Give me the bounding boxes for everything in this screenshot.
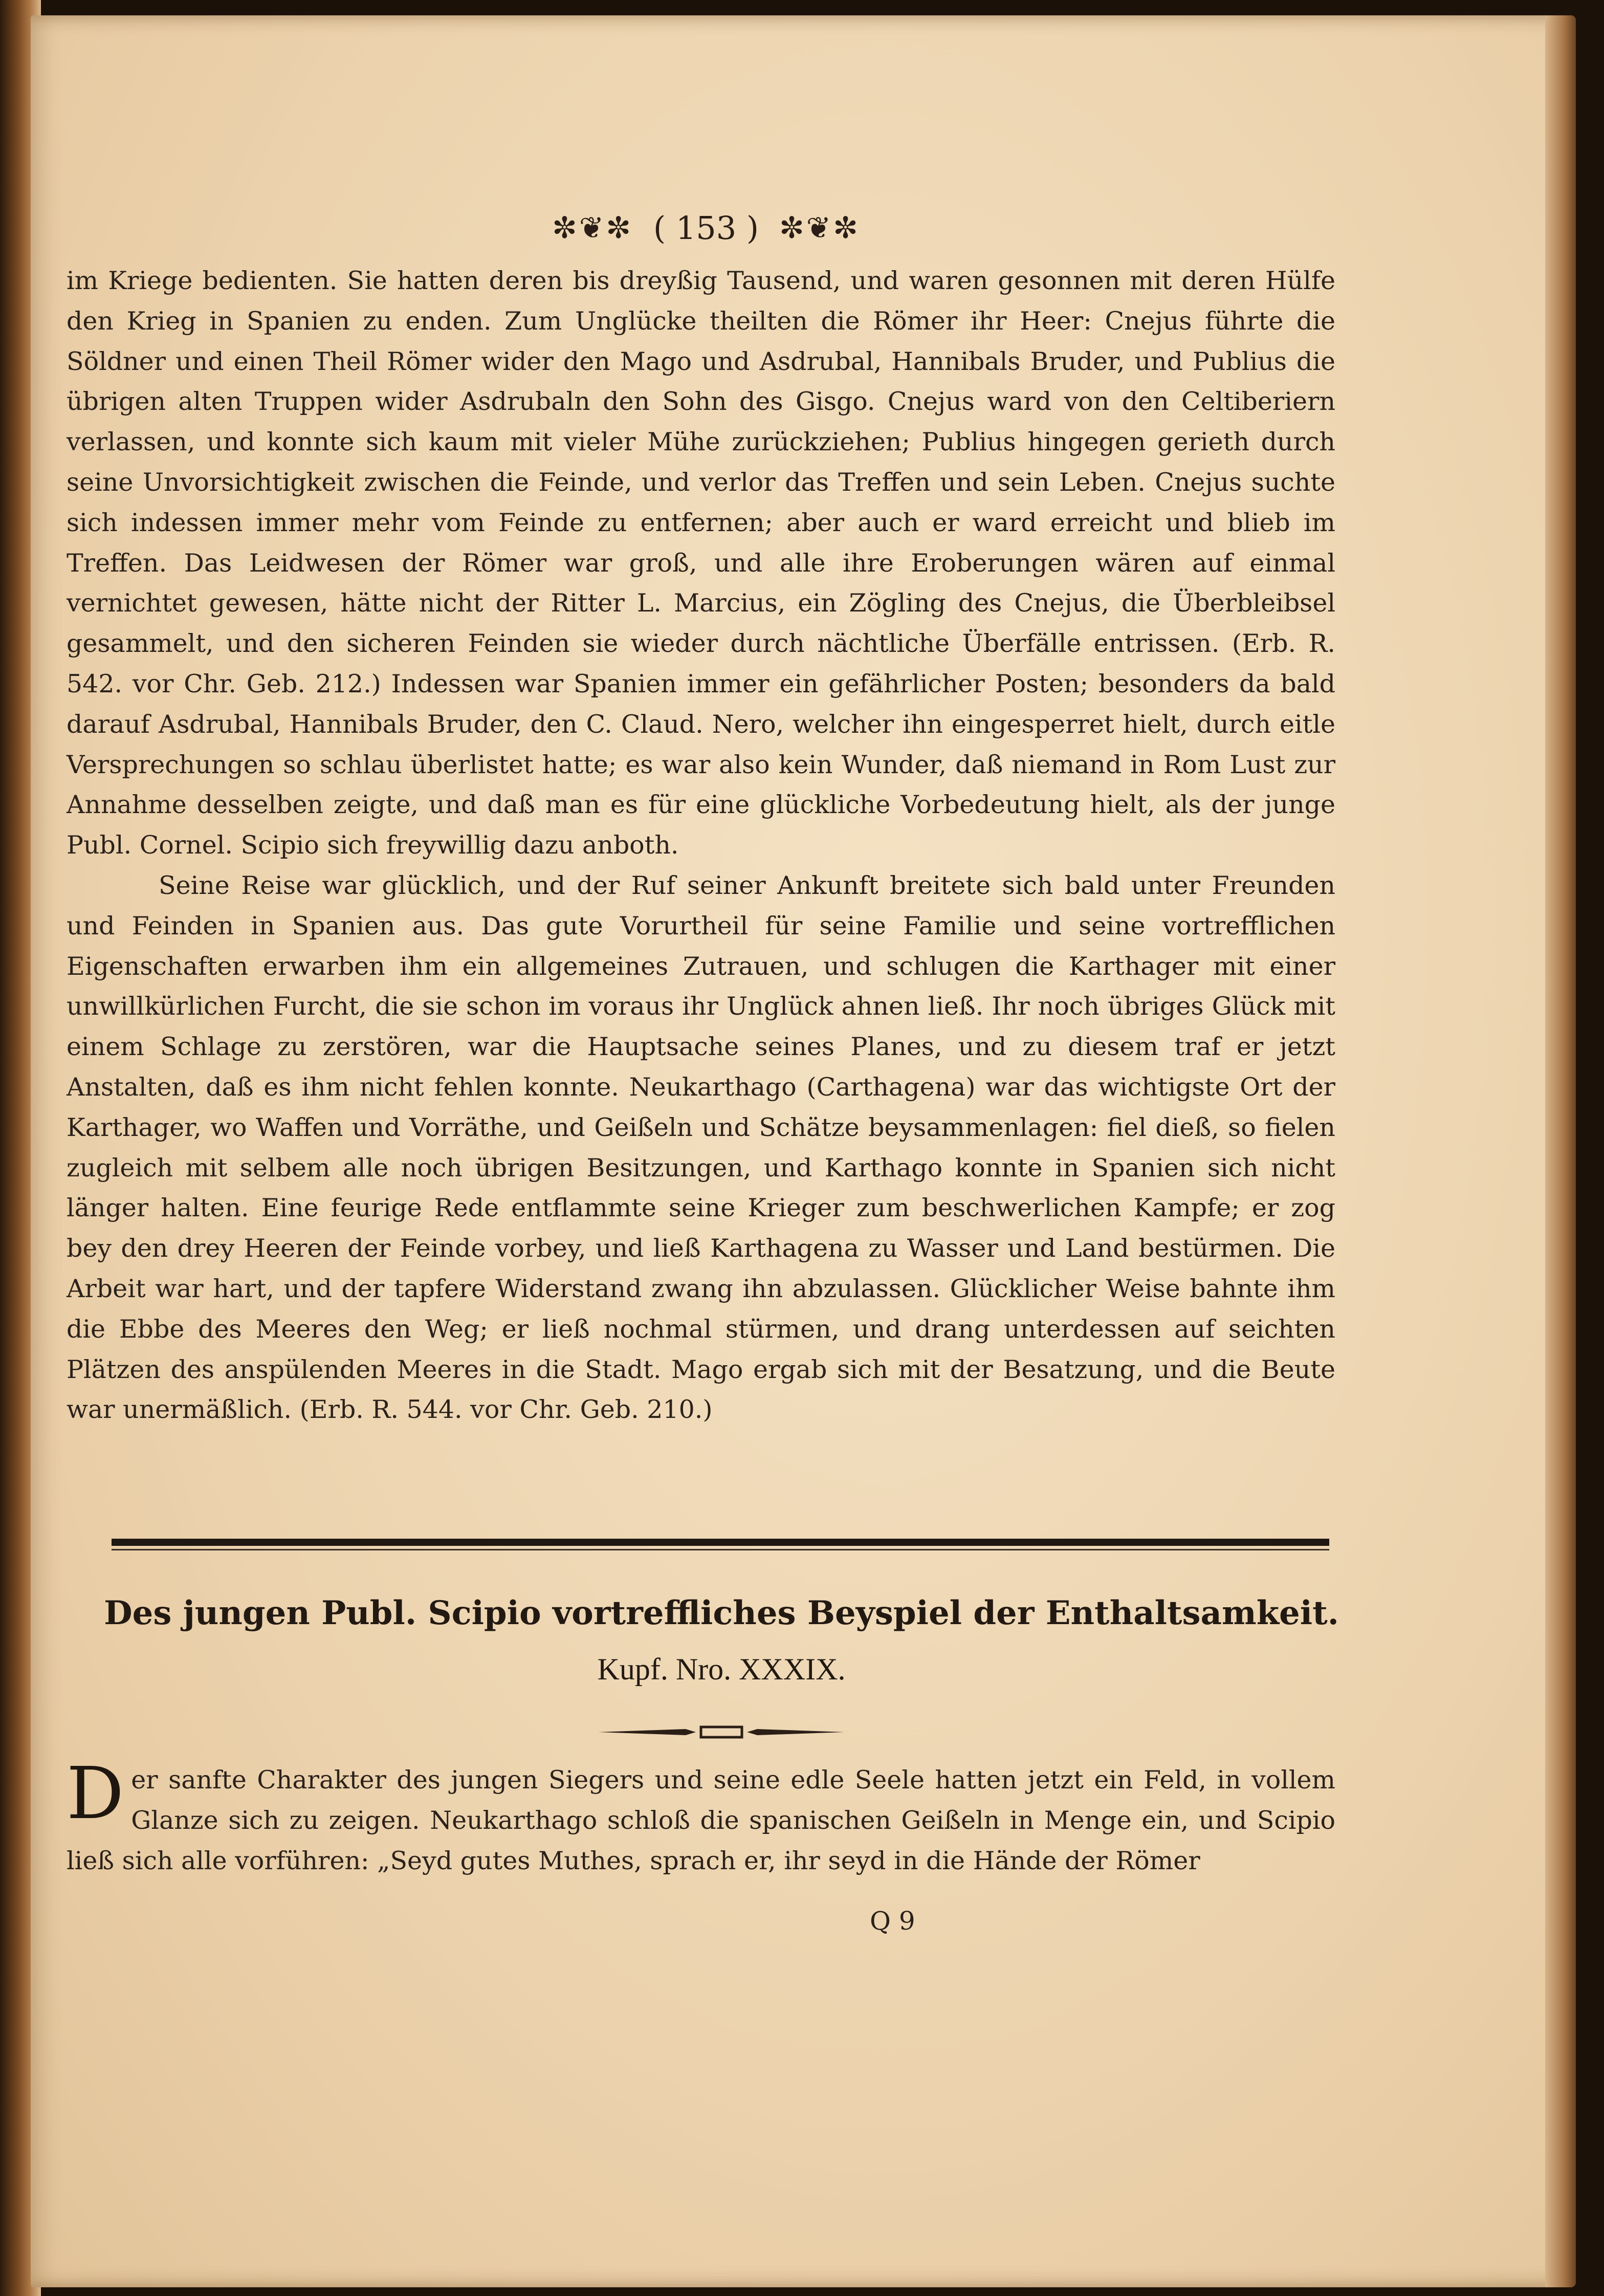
section-title: Des jungen Publ. Scipio vortreffliches Beyspiel der Enthaltsamkeit. bbox=[104, 1594, 1339, 1632]
paragraph-2: Seine Reise war glücklich, und der Ruf seiner Ankunft breitete sich bald unter Freunden und Feinden in Spanien aus. Das gute Vorurtheil für seine Familie und seine vortrefflichen Eigenschaften erwarben ihm ein allgemeines Zutrauen, und schlugen die Karthager mit einer unwillkürlichen Furcht, die sie schon im voraus ihr Unglück ahnen ließ. Ihr noch übriges Glück mit einem Schlage zu zerstören, war die Hauptsache seines Planes, und zu diesem traf er jetzt Anstalten, daß es ihm nicht fehlen konnte. Neukarthago (Carthagena) war das wichtigste Ort der Karthager, wo Waffen und Vorräthe, und Geißeln und Schätze beysammenlagen: fiel dieß, so fielen zugleich mit selbem alle noch übrigen Besitzungen, und Karthago konnte in Spanien sich nicht länger halten. Eine feurige Rede entflammte seine Krieger zum beschwerlichen Kampfe; er zog bey den drey Heeren der Feinde vorbey, und ließ Karthagena zu Wasser und Land bestürmen. Die Arbeit war hart, und der tapfere Widerstand zwang ihn abzulassen. Glücklicher Weise bahnte ihm die Ebbe des Meeres den Weg; er ließ nochmal stürmen, und drang unterdessen auf seichten Plätzen des anspülenden Meeres in die Stadt. Mago ergab sich mit der Besatzung, und die Beute war unermäßlich. (Erb. R. 544. vor Chr. Geb. 210.) bbox=[67, 870, 1335, 1425]
header-ornament-right: ✼❦✼ bbox=[779, 210, 860, 245]
section-text bbox=[67, 1752, 1335, 1881]
page-header bbox=[512, 200, 900, 256]
ornamental-divider bbox=[599, 1722, 844, 1742]
drop-cap: D bbox=[67, 1752, 124, 1835]
signature-mark: Q 9 bbox=[870, 1906, 915, 1936]
paragraph-1: im Kriege bedienten. Sie hatten deren bis dreyßig Tausend, und waren gesonnen mit deren Hülfe den Krieg in Spanien zu enden. Zum Unglücke theilten die Römer ihr Heer: Cnejus führte die Söldner und einen Theil Römer wider den Mago und Asdrubal, Hannibals Bruder, und Publius die übrigen alten Truppen wider Asdrubaln den Sohn des Gisgo. Cnejus ward von den Celtiberiern verlassen, und konnte sich kaum mit vieler Mühe zurückziehen; Publius hingegen gerieth durch seine Unvorsichtigkeit zwischen die Feinde, und verlor das Treffen und sein Leben. Cnejus suchte sich indessen immer mehr vom Feinde zu entfernen; aber auch er ward erreicht und blieb im Treffen. Das Leidwesen der Römer war groß, und alle ihre Eroberungen wären auf einmal vernichtet gewesen, hätte nicht der Ritter L. Marcius, ein Zögling des Cnejus, die Überbleibsel gesammelt, und den sicheren Feinden sie wieder durch nächtliche Überfälle entrissen. (Erb. R. 542. vor Chr. Geb. 212.) Indessen war Spanien immer ein gefährlicher Posten; besonders da bald darauf Asdrubal, Hannibals Bruder, den C. Claud. Nero, welcher ihn eingesperret hielt, durch eitle Versprechungen so schlau überlistet hatte; es war also kein Wunder, daß niemand in Rom Lust zur Annahme desselben zeigte, und daß man es für eine glückliche Vorbedeutung hielt, als der junge Publ. Cornel. Scipio sich freywillig dazu anboth. bbox=[67, 266, 1335, 860]
page-edge bbox=[1545, 15, 1576, 2287]
header-ornament-left: ✼❦✼ bbox=[552, 210, 633, 245]
body-text bbox=[67, 261, 1335, 1430]
section-subtitle: Kupf. Nro. XXXIX. bbox=[597, 1652, 846, 1686]
section-rule-thin bbox=[112, 1549, 1329, 1550]
page-number: ( 153 ) bbox=[653, 209, 759, 247]
section-paragraph: er sanfte Charakter des jungen Siegers und seine edle Seele hatten jetzt ein Feld, in vollem Glanze sich zu zeigen. Neukarthago schloß die spanischen Geißeln in Menge ein, und Scipio ließ sich alle vorführen: „Seyd gutes Muthes, sprach er, ihr seyd in die Hände der Römer bbox=[67, 1765, 1335, 1875]
section-rule-thick bbox=[112, 1539, 1329, 1546]
